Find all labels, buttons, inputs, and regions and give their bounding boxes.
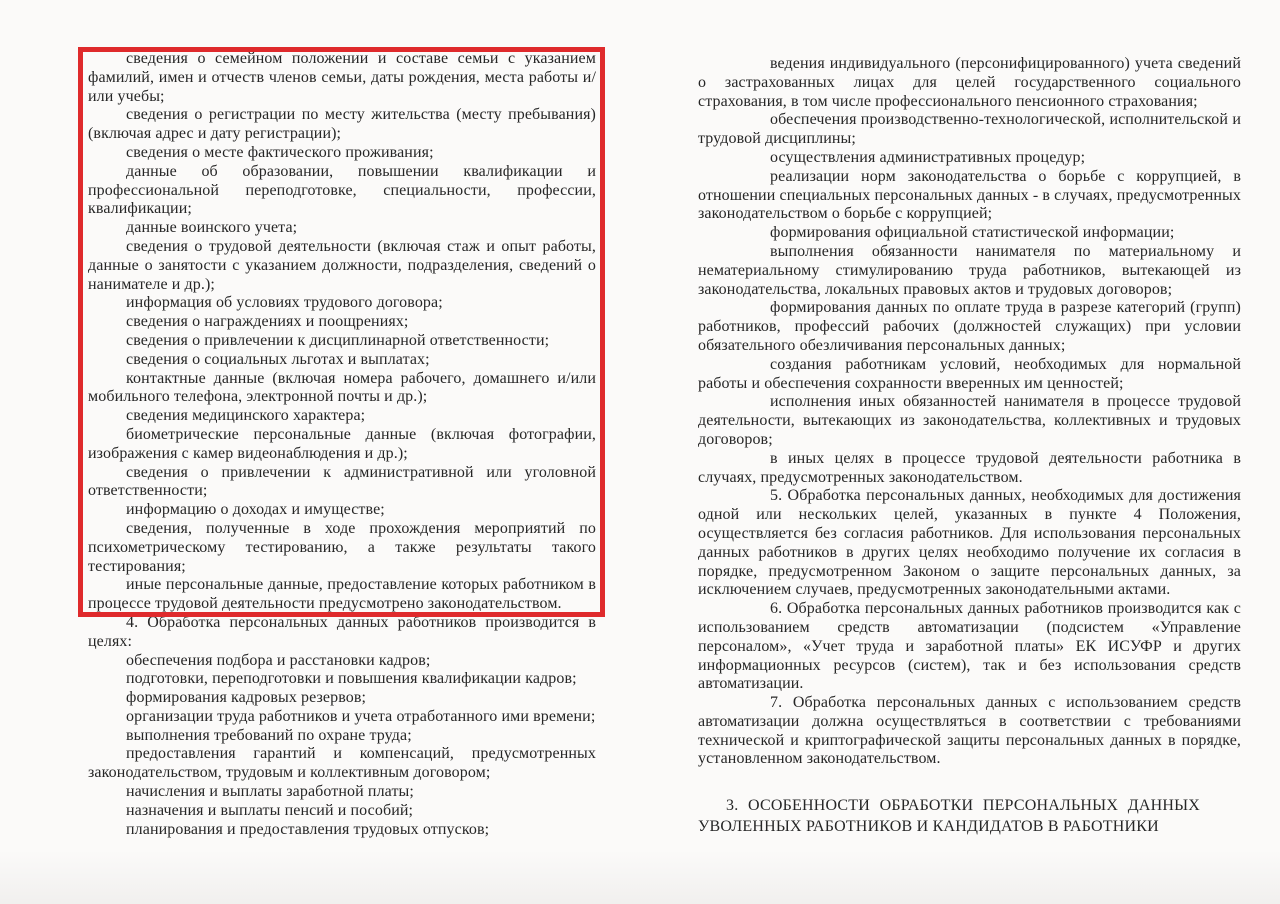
paragraph: сведения о социальных льготах и выплатах; <box>126 350 430 368</box>
document-page-right <box>698 55 1241 837</box>
paragraph: сведения о трудовой деятельности (включая стаж и опыт работы, данные о занятости с указанием должности, подразделения, сведений о нанимателе и др.); <box>88 237 596 293</box>
paragraph: данные воинского учета; <box>126 219 298 237</box>
paragraph: выполнения требований по охране труда; <box>126 726 412 744</box>
paragraph: обеспечения подбора и расстановки кадров; <box>126 651 431 669</box>
document-page-left <box>88 50 596 839</box>
paragraph: формирования данных по оплате труда в разрезе категорий (групп) работников, профессий рабочих (должностей служащих) при условии обязательного обезличивания персональных данных; <box>698 299 1241 354</box>
paragraph: информация об условиях трудового договора; <box>126 294 443 312</box>
paragraph: 5. Обработка персональных данных, необходимых для достижения одной или нескольких целей, указанных в пункте 4 Положения, осуществляется без согласия работников. Для использования персональных данных работников в других целях необходимо получение их согласия в порядке, предусмотренном Законом о защите персональных данных, за исключением случаев, предусмотренных законодательными актами. <box>698 487 1241 599</box>
paragraph: сведения о награждениях и поощрениях; <box>126 313 409 331</box>
paragraph: начисления и выплаты заработной платы; <box>126 783 414 801</box>
right-page-paragraphs <box>698 55 1241 769</box>
paragraph: формирования кадровых резервов; <box>126 689 367 707</box>
paragraph: сведения медицинского характера; <box>126 407 366 425</box>
paragraph: сведения, полученные в ходе прохождения мероприятий по психометрическому тестированию, а также результаты такого тестирования; <box>88 519 596 575</box>
paragraph: в иных целях в процессе трудовой деятельности работника в случаях, предусмотренных законодательством. <box>698 449 1241 486</box>
paragraph: сведения о регистрации по месту жительства (месту пребывания) (включая адрес и дату регистрации); <box>88 106 596 143</box>
paragraph: ведения индивидуального (персонифицированного) учета сведений о застрахованных лицах для целей государственного социального страхования, в том числе профессионального пенсионного страхования; <box>698 55 1241 110</box>
paragraph: подготовки, переподготовки и повышения квалификации кадров; <box>126 670 577 688</box>
paragraph: исполнения иных обязанностей нанимателя в процессе трудовой деятельности, вытекающих из законодательства, коллективных и трудовых договоров; <box>698 393 1241 448</box>
paragraph: сведения о семейном положении и составе семьи с указанием фамилий, имен и отчеств членов семьи, даты рождения, места работы и/или учебы; <box>88 50 596 105</box>
paragraph: контактные данные (включая номера рабочего, домашнего и/или мобильного телефона, электронной почты и др.); <box>88 369 596 406</box>
paragraph: организации труда работников и учета отработанного ими времени; <box>126 707 596 725</box>
section-heading: 3. ОСОБЕННОСТИ ОБРАБОТКИ ПЕРСОНАЛЬНЫХ ДАННЫХ УВОЛЕННЫХ РАБОТНИКОВ И КАНДИДАТОВ В РАБОТНИКИ <box>698 797 1200 836</box>
highlighted-personal-data-list <box>88 50 596 614</box>
paragraph: назначения и выплаты пенсий и пособий; <box>126 801 414 819</box>
paragraph: информацию о доходах и имуществе; <box>126 501 385 519</box>
paragraph: обеспечения производственно-технологической, исполнительской и трудовой дисциплины; <box>698 111 1241 148</box>
paragraph: планирования и предоставления трудовых отпусков; <box>126 820 490 838</box>
processing-purposes-list <box>88 614 596 840</box>
paragraph: 4. Обработка персональных данных работников производится в целях: <box>88 613 596 650</box>
paragraph: данные об образовании, повышении квалификации и профессиональной переподготовке, специальности, профессии, квалификации; <box>88 162 596 218</box>
paragraph: формирования официальной статистической информации; <box>770 224 1175 242</box>
paragraph: биометрические персональные данные (включая фотографии, изображения с камер видеонаблюдения и др.); <box>88 425 596 462</box>
paragraph: создания работникам условий, необходимых для нормальной работы и обеспечения сохранности вверенных им ценностей; <box>698 355 1241 392</box>
paragraph: выполнения обязанности нанимателя по материальному и нематериальному стимулированию труда работников, вытекающей из законодательства, локальных правовых актов и трудовых договоров; <box>698 242 1241 298</box>
paragraph: реализации норм законодательства о борьбе с коррупцией, в отношении специальных персональных данных - в случаях, предусмотренных законодательством о борьбе с коррупцией; <box>698 167 1241 223</box>
paragraph: 6. Обработка персональных данных работников производится как с использованием средств автоматизации (подсистем «Управление персоналом», «Учет труда и заработной платы» ЕК ИСУФР и других информационных ресурсов (систем), так и без использования средств автоматизации. <box>698 600 1241 693</box>
paragraph: сведения о привлечении к административной или уголовной ответственности; <box>88 463 596 500</box>
paragraph: 7. Обработка персональных данных с использованием средств автоматизации должна осуществляться в соответствии с требованиями технической и криптографической защиты персональных данных в порядке, установленном законодательством. <box>698 694 1241 768</box>
paragraph: иные персональные данные, предоставление которых работником в процессе трудовой деятельности предусмотрено законодательством. <box>88 576 596 613</box>
paragraph: сведения о месте фактического проживания; <box>126 143 434 161</box>
paragraph: осуществления административных процедур; <box>770 148 1086 166</box>
paragraph: сведения о привлечении к дисциплинарной ответственности; <box>126 331 550 349</box>
paragraph: предоставления гарантий и компенсаций, предусмотренных законодательством, трудовым и коллективным договором; <box>88 745 596 782</box>
